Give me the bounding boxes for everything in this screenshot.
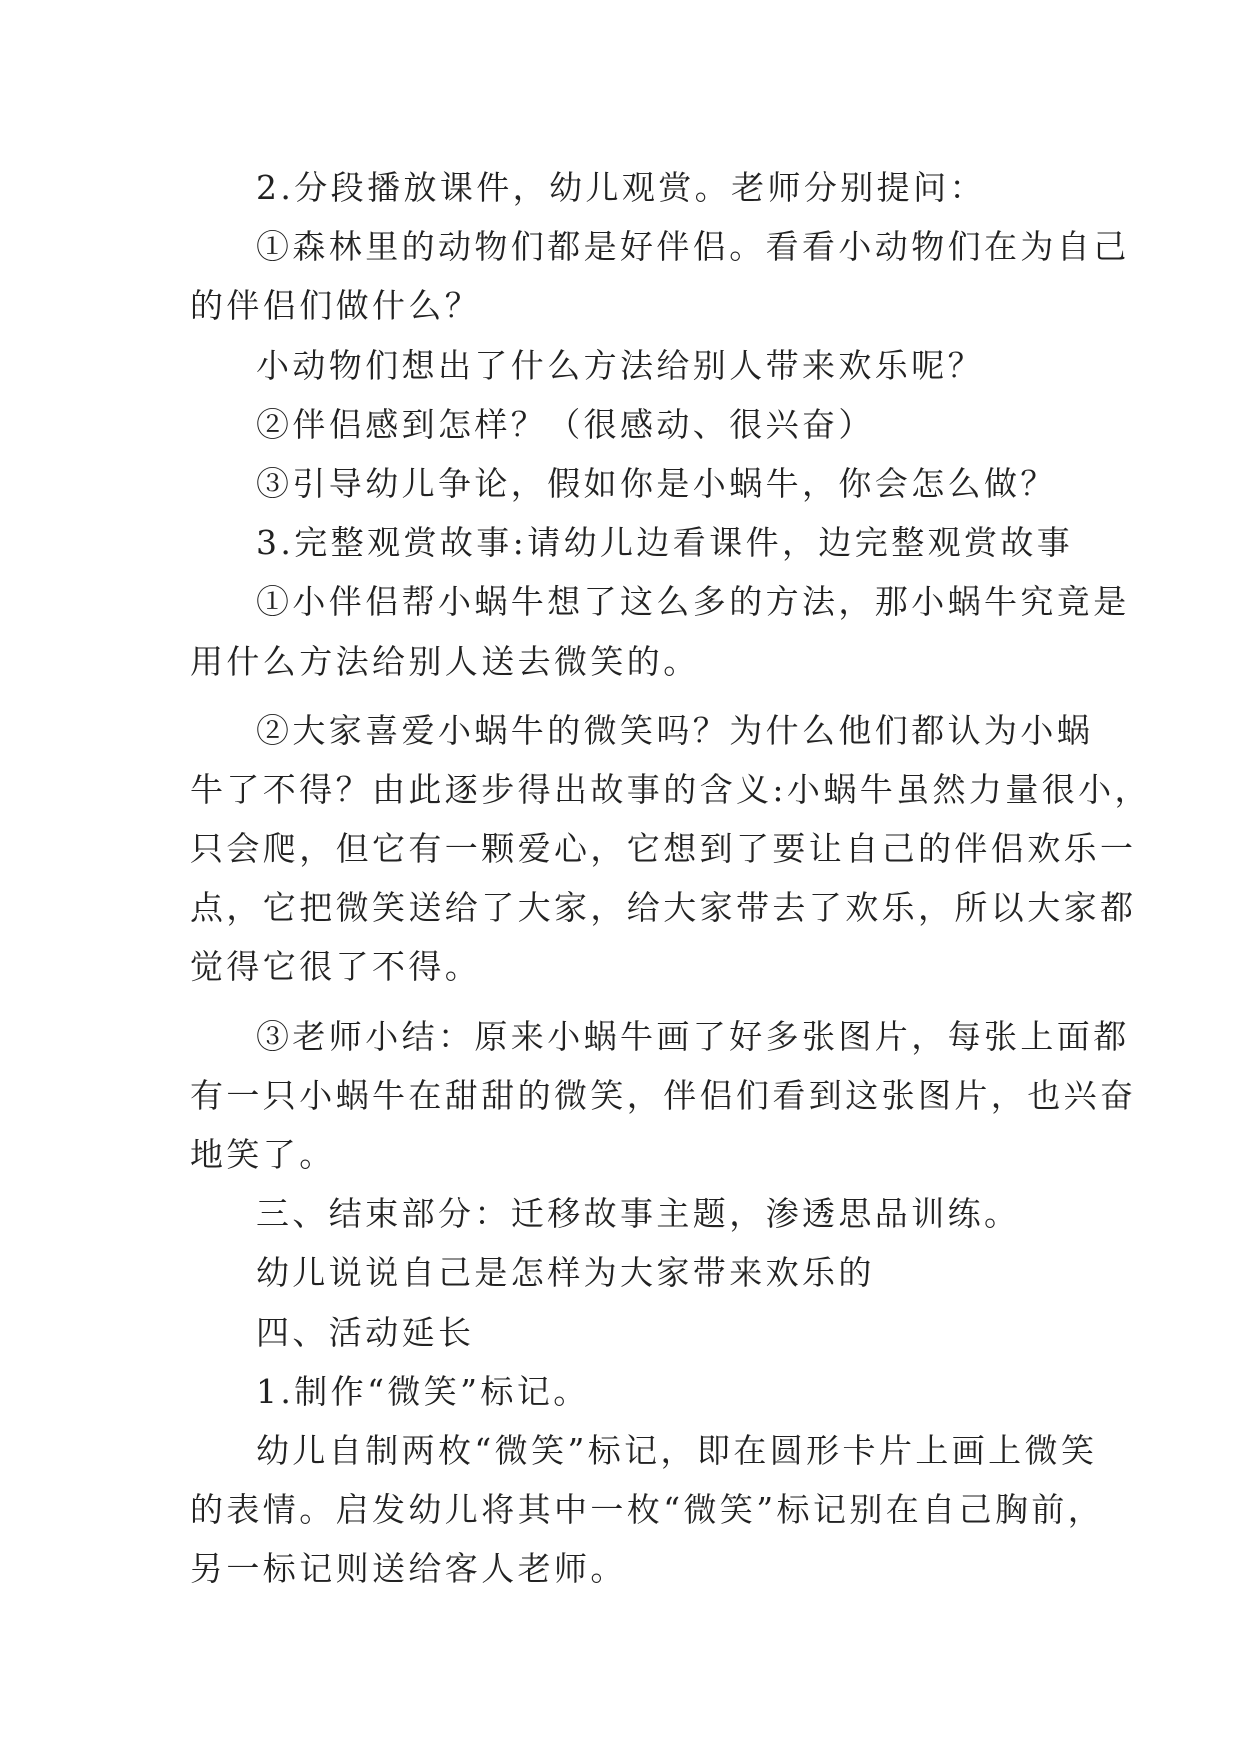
paragraph-line: ①森林里的动物们都是好伴侣。看看小动物们在为自己 [256,227,1130,267]
section-heading: 三、结束部分：迁移故事主题，渗透思品训练。 [256,1194,1021,1234]
paragraph-line: 牛了不得？由此逐步得出故事的含义:小蜗牛虽然力量很小， [190,769,1151,809]
section-heading: 四、活动延长 [256,1312,475,1352]
paragraph-line: 点，它把微笑送给了大家，给大家带去了欢乐，所以大家都 [190,888,1137,928]
document-body [190,158,1151,1599]
paragraph-line: 只会爬，但它有一颗爱心，它想到了要让自己的伴侣欢乐一 [190,829,1137,869]
paragraph-line: 的伴侣们做什么？ [190,286,482,326]
paragraph-line: ③老师小结：原来小蜗牛画了好多张图片，每张上面都 [256,1016,1130,1056]
paragraph-line: 的表情。启发幼儿将其中一枚“微笑”标记别在自己胸前， [190,1490,1105,1530]
paragraph-line: ①小伴侣帮小蜗牛想了这么多的方法，那小蜗牛究竟是 [256,582,1130,622]
paragraph-line: 小动物们想出了什么方法给别人带来欢乐呢？ [256,345,984,385]
paragraph-line: 1.制作“微笑”标记。 [256,1371,590,1411]
paragraph-line: 觉得它很了不得。 [190,947,482,987]
paragraph-line: 用什么方法给别人送去微笑的。 [190,641,700,681]
paragraph-line: ②伴侣感到怎样？（很感动、很兴奋） [256,404,875,444]
paragraph-line: 另一标记则送给客人老师。 [190,1549,627,1589]
paragraph-line: 幼儿说说自己是怎样为大家带来欢乐的 [256,1253,875,1293]
paragraph-line: 有一只小蜗牛在甜甜的微笑，伴侣们看到这张图片，也兴奋 [190,1075,1137,1115]
paragraph-line: 地笑了。 [190,1135,336,1174]
paragraph-line: ②大家喜爱小蜗牛的微笑吗？为什么他们都认为小蜗 [256,710,1094,750]
paragraph-line: ③引导幼儿争论，假如你是小蜗牛，你会怎么做？ [256,463,1057,503]
paragraph-line: 幼儿自制两枚“微笑”标记，即在圆形卡片上画上微笑 [256,1430,1098,1470]
paragraph-line: 3.完整观赏故事:请幼儿边看课件，边完整观赏故事 [256,523,1074,563]
paragraph-line: 2.分段播放课件，幼儿观赏。老师分别提问： [256,168,986,207]
